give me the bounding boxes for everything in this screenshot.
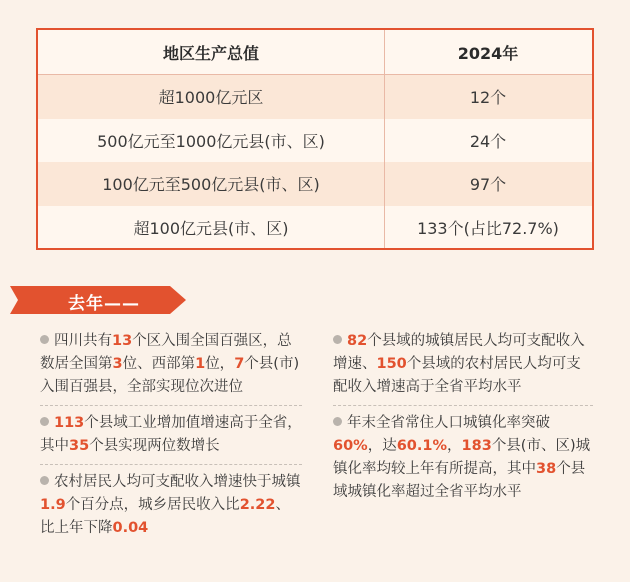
highlight-number: 38 — [536, 461, 557, 477]
table-row — [38, 119, 592, 163]
highlight-number: 183 — [461, 438, 492, 454]
right-column — [333, 330, 593, 504]
paragraph-text: 个县域城镇化率超过全省平均水平 — [333, 461, 586, 500]
dashed-divider — [333, 405, 593, 406]
highlight-number: 113 — [54, 415, 85, 431]
paragraph-text: 农村居民人均可支配收入增速快于城镇 — [54, 474, 301, 490]
highlight-number: 150 — [376, 356, 407, 372]
highlight-number: 13 — [112, 333, 133, 349]
dashed-divider — [40, 464, 302, 465]
table-row — [38, 162, 592, 206]
highlight-number: 7 — [234, 356, 245, 372]
paragraph-text: 位、西部第 — [122, 356, 196, 372]
left-column — [40, 330, 302, 540]
bullet-dot-icon — [40, 476, 49, 485]
paragraph-text: 个县域工业增加值增速高于全省，其中 — [40, 415, 302, 454]
table-row — [38, 74, 592, 119]
highlight-number: 35 — [69, 438, 90, 454]
column-divider — [384, 30, 385, 248]
highlight-number: 2.22 — [239, 497, 276, 513]
paragraph-text: 年末全省常住人口城镇化率突破 — [347, 415, 550, 431]
bullet-paragraph — [40, 330, 302, 399]
header-cell-year: 2024年 — [457, 43, 519, 63]
highlight-number: 1.9 — [40, 497, 66, 513]
gdp-table — [36, 28, 594, 250]
paragraph-text: 位， — [205, 356, 235, 372]
highlight-number: 1 — [195, 356, 206, 372]
dashed-divider — [40, 405, 302, 406]
bullet-paragraph — [333, 330, 593, 399]
highlight-number: 60% — [333, 438, 368, 454]
paragraph-text: 个县(市、区)城镇化率均较上年有所提高，其中 — [333, 438, 591, 477]
highlight-number: 0.04 — [112, 520, 149, 536]
row-value: 24个 — [469, 131, 507, 151]
header-cell-region: 地区生产总值 — [162, 43, 259, 63]
paragraph-text: ， — [447, 438, 462, 454]
bullet-paragraph — [333, 412, 593, 504]
row-value: 97个 — [469, 175, 507, 195]
highlight-number: 3 — [112, 356, 123, 372]
paragraph-text: 个县(市)入围百强县，全部实现位次进位 — [40, 356, 300, 395]
row-label: 超100亿元县(市、区) — [133, 219, 289, 239]
paragraph-text: 个区入围全国百强区，总数居全国第 — [40, 333, 292, 372]
paragraph-text: 个县域的农村居民人均可支配收入增速高于全省平均水平 — [333, 356, 581, 395]
row-label: 100亿元至500亿元县(市、区) — [102, 175, 320, 195]
paragraph-text: 、比上年下降 — [40, 497, 290, 536]
table-row — [38, 206, 592, 250]
bullet-dot-icon — [40, 417, 49, 426]
paragraph-text: 个县域的城镇居民人均可支配收入增速、 — [333, 333, 585, 372]
highlight-number: 60.1% — [396, 438, 448, 454]
table-header — [38, 30, 592, 74]
bullet-dot-icon — [333, 335, 342, 344]
bullet-paragraph — [40, 471, 302, 540]
bullet-dot-icon — [40, 335, 49, 344]
paragraph-text: 四川共有 — [54, 333, 112, 349]
paragraph-text: ，达 — [367, 438, 397, 454]
row-value: 12个 — [469, 88, 507, 108]
paragraph-text: 个百分点，城乡居民收入比 — [65, 497, 240, 513]
bullet-paragraph — [40, 412, 302, 458]
row-label: 超1000亿元区 — [158, 88, 264, 108]
paragraph-text: 个县实现两位数增长 — [89, 438, 220, 454]
highlight-number: 82 — [347, 333, 368, 349]
section-label: 去年—— — [68, 294, 140, 314]
row-value: 133个(占比72.7%) — [417, 219, 559, 239]
row-label: 500亿元至1000亿元县(市、区) — [97, 131, 325, 151]
bullet-dot-icon — [333, 417, 342, 426]
